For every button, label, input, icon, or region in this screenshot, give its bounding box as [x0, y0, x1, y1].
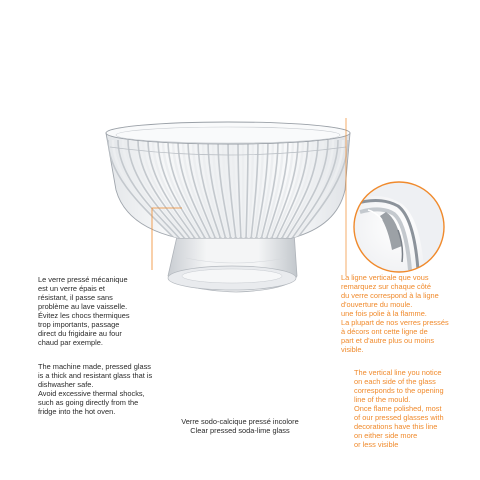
- text-line: Évitez les chocs thermiques: [38, 311, 130, 320]
- text-line: such as going directly from the: [38, 398, 139, 407]
- right-note-en: [354, 368, 466, 449]
- text-line: visible.: [341, 345, 364, 354]
- product-caption: [140, 417, 340, 435]
- text-line: The machine made, pressed glass: [38, 362, 151, 371]
- text-line: decorations have this line: [354, 422, 438, 431]
- text-line: dishwasher safe.: [38, 380, 94, 389]
- text-line: on either side more: [354, 431, 418, 440]
- text-line: part et d'autre plus ou moins: [341, 336, 435, 345]
- text-line: à décors ont cette ligne de: [341, 327, 428, 336]
- text-line: or less visible: [354, 440, 399, 449]
- text-line: corresponds to the opening: [354, 386, 444, 395]
- text-line: on each side of the glass: [354, 377, 436, 386]
- text-line: une fois polie à la flamme.: [341, 309, 427, 318]
- text-line: direct du frigidaire au four: [38, 329, 122, 338]
- text-line: La ligne verticale que vous: [341, 273, 429, 282]
- text-line: is a thick and resistant glass that is: [38, 371, 153, 380]
- text-line: line of the mould.: [354, 395, 411, 404]
- left-note-en: [38, 362, 160, 416]
- text-line: trop importants, passage: [38, 320, 120, 329]
- text-line: problème au lave vaisselle.: [38, 302, 128, 311]
- text-line: est un verre épais et: [38, 284, 105, 293]
- text-line: remarquez sur chaque côté: [341, 282, 431, 291]
- text-line: résistant, il passe sans: [38, 293, 113, 302]
- caption-en: Clear pressed soda-lime glass: [190, 426, 290, 435]
- left-note-fr: [38, 275, 156, 347]
- text-line: The vertical line you notice: [354, 368, 442, 377]
- glass-rim: [106, 122, 350, 144]
- text-line: Le verre pressé mécanique: [38, 275, 128, 284]
- text-line: chaud par exemple.: [38, 338, 103, 347]
- right-note-fr: [341, 273, 467, 354]
- caption-fr: Verre sodo-calcique pressé incolore: [181, 417, 299, 426]
- text-line: Once flame polished, most: [354, 404, 442, 413]
- text-line: La plupart de nos verres pressés: [341, 318, 449, 327]
- text-line: fridge into the hot oven.: [38, 407, 116, 416]
- text-line: du verre correspond à la ligne: [341, 291, 439, 300]
- text-line: d'ouverture du moule.: [341, 300, 413, 309]
- text-line: Avoid excessive thermal shocks,: [38, 389, 145, 398]
- text-line: of our pressed glasses with: [354, 413, 444, 422]
